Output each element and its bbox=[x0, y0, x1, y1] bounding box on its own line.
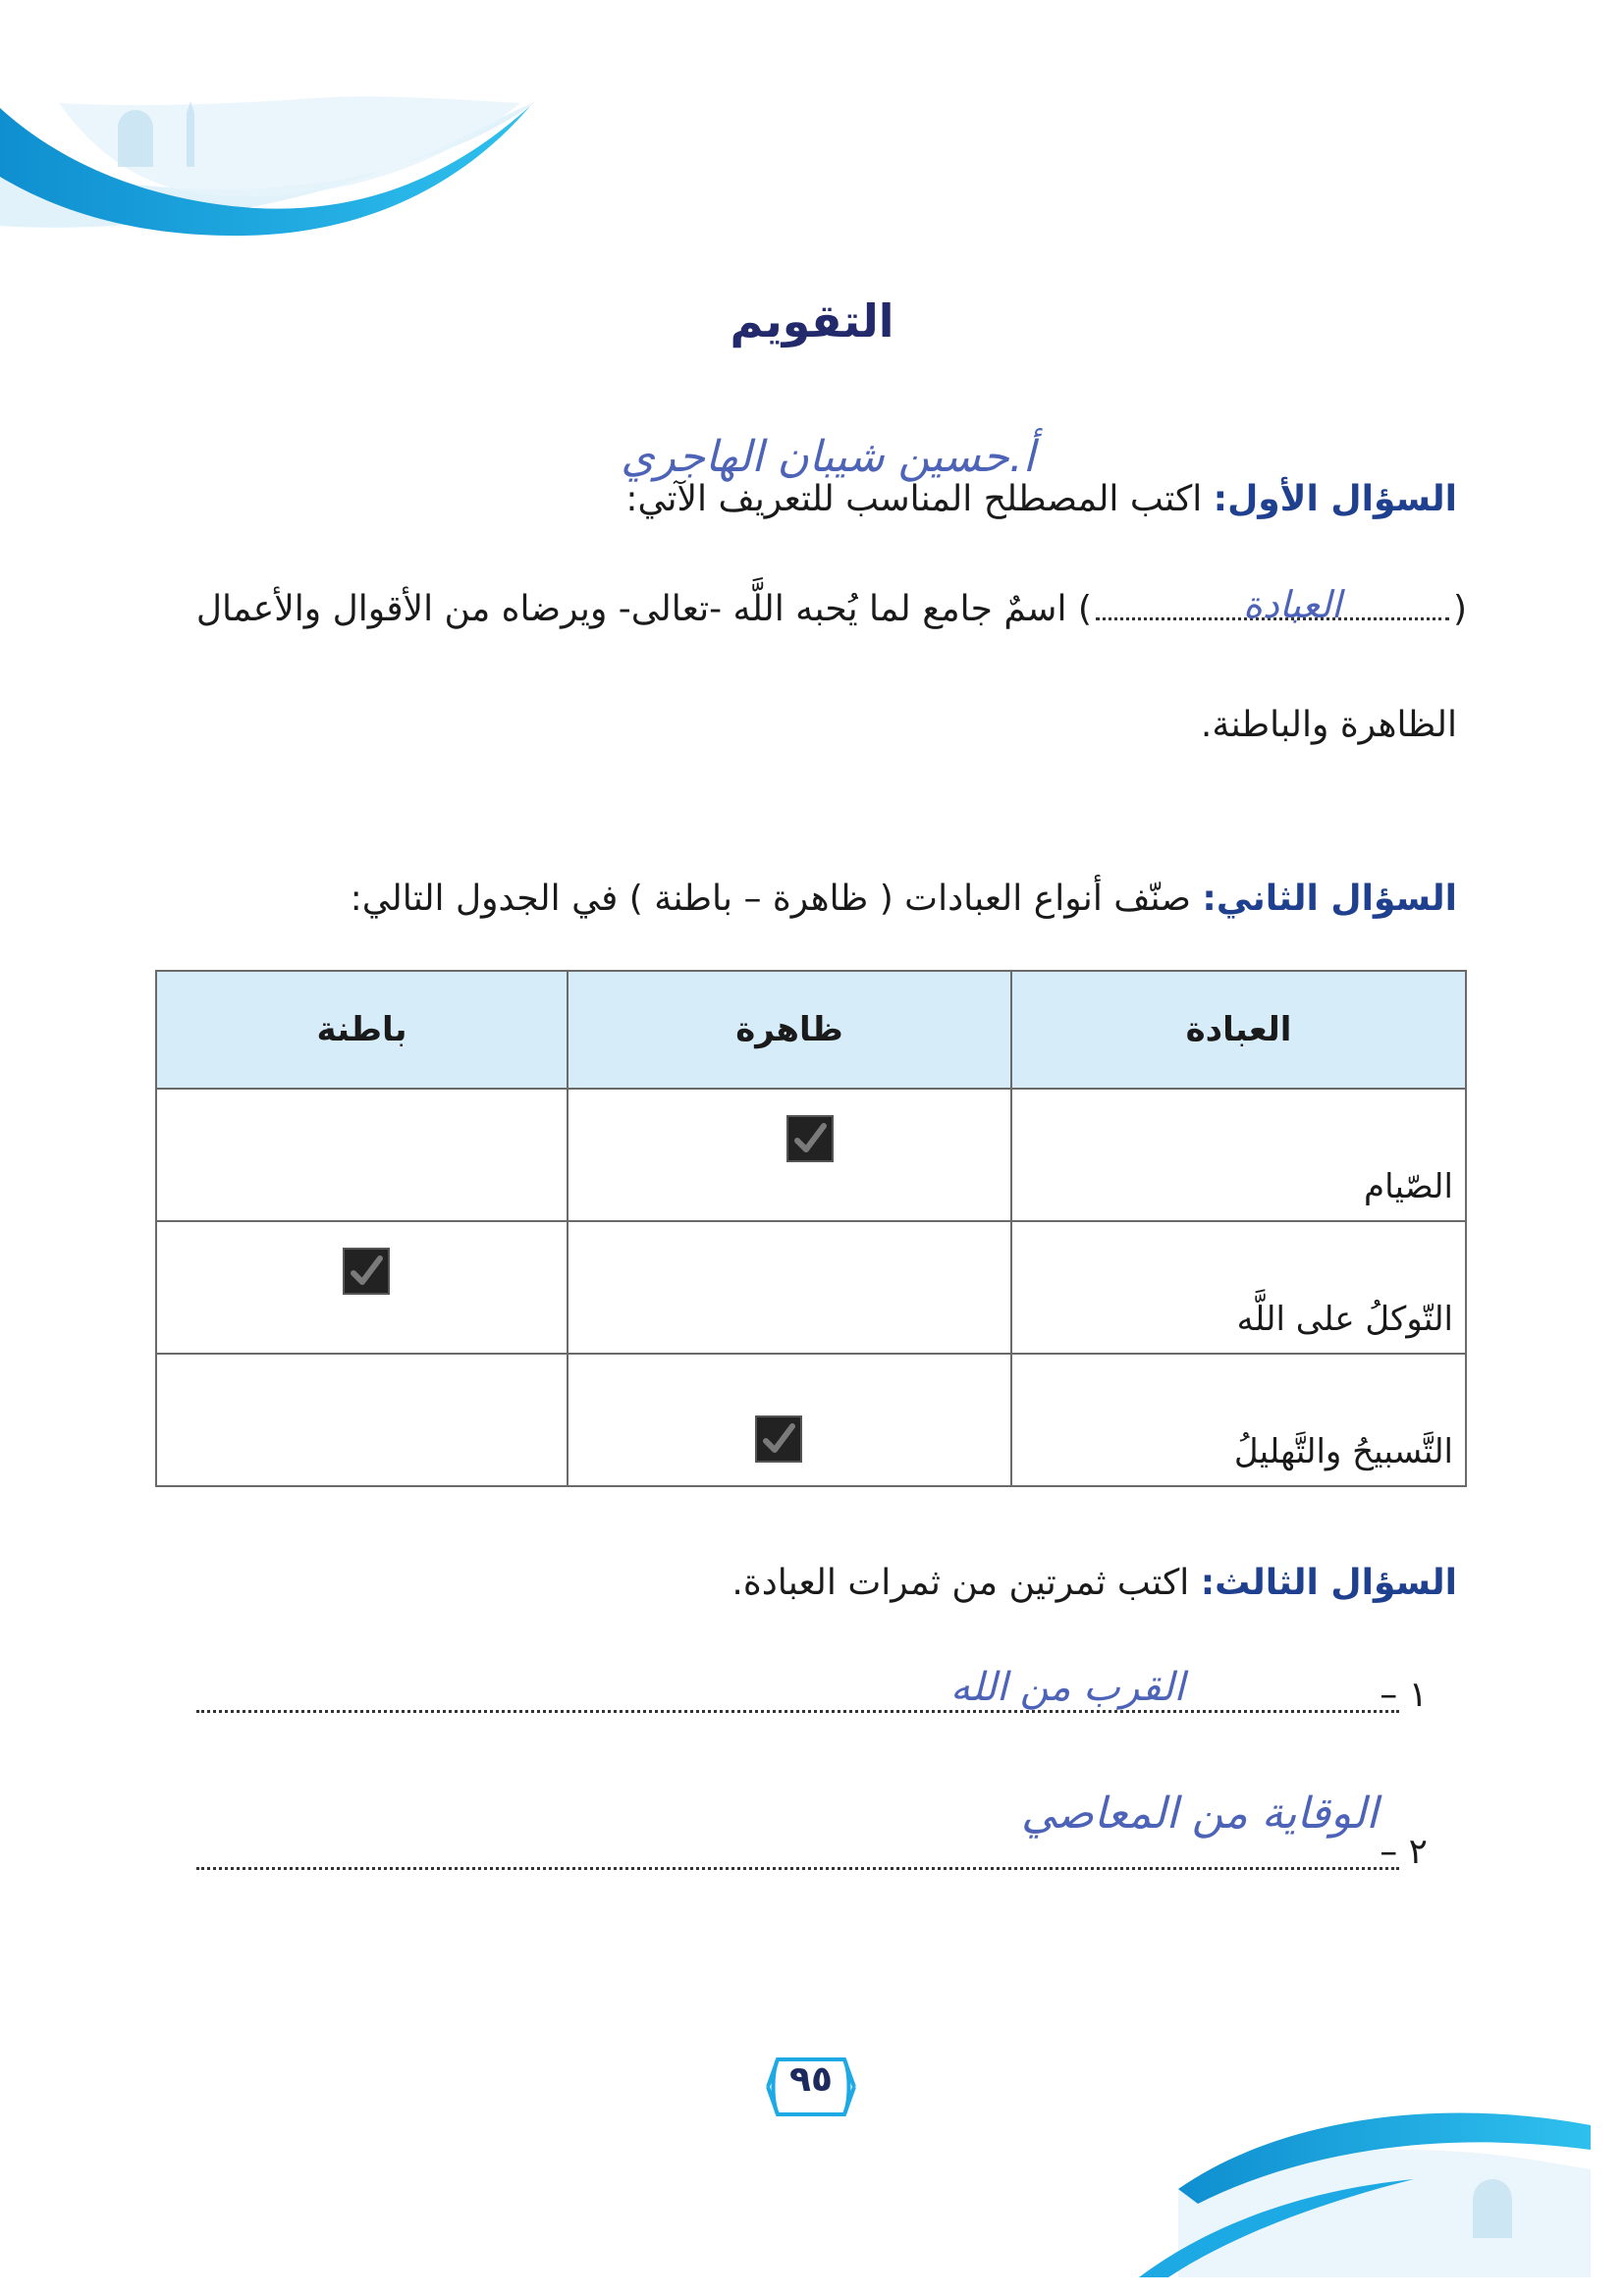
question2-text: صنّف أنواع العبادات ( ظاهرة – باطنة ) في الجدول التالي: bbox=[350, 879, 1191, 919]
teacher-name-handwriting: أ.حسين شيبان الهاجري bbox=[621, 432, 1035, 482]
table-header-row bbox=[156, 971, 1466, 1089]
row-worship-tasbih: التَّسبيحُ والتَّهليلُ bbox=[1011, 1354, 1466, 1486]
question2-line bbox=[351, 879, 1457, 919]
row-fasting-hidden-cell[interactable] bbox=[156, 1089, 568, 1221]
page-title: التقويم bbox=[730, 294, 894, 347]
definition-answer-handwriting: العبادة bbox=[1243, 583, 1342, 626]
checkmark-icon bbox=[755, 1415, 802, 1463]
classification-table bbox=[155, 970, 1467, 1487]
row-reliance-hidden-cell[interactable] bbox=[156, 1221, 568, 1354]
checkmark-icon bbox=[786, 1115, 834, 1162]
question1-label: السؤال الأول: bbox=[1213, 479, 1457, 519]
question1-line bbox=[625, 479, 1457, 519]
question2-label: السؤال الثاني: bbox=[1202, 879, 1457, 919]
header-worship: العبادة bbox=[1011, 971, 1466, 1089]
row-tasbih-visible-cell[interactable] bbox=[568, 1354, 1011, 1486]
table-row bbox=[156, 1221, 1466, 1354]
question1-text: اكتب المصطلح المناسب للتعريف الآتي: bbox=[625, 479, 1203, 519]
row-reliance-visible-cell[interactable] bbox=[568, 1221, 1011, 1354]
row-fasting-visible-cell[interactable] bbox=[568, 1089, 1011, 1221]
fruit2-answer-line[interactable] bbox=[196, 1867, 1399, 1870]
definition-text: ) اسمٌ جامع لما يُحبه اللَّه -تعالى- ويرضاه من الأقوال والأعمال bbox=[195, 589, 1092, 629]
question3-line bbox=[731, 1563, 1457, 1603]
question3-label: السؤال الثالث: bbox=[1200, 1563, 1457, 1603]
fruit2-number: ٢ – bbox=[1380, 1832, 1428, 1872]
checkmark-icon bbox=[343, 1248, 390, 1295]
table-row bbox=[156, 1354, 1466, 1486]
row-tasbih-hidden-cell[interactable] bbox=[156, 1354, 568, 1486]
fruit1-answer-handwriting: القرب من الله bbox=[950, 1665, 1185, 1710]
table-row bbox=[156, 1089, 1466, 1221]
row-worship-reliance: التّوكلُ على اللَّه bbox=[1011, 1221, 1466, 1354]
bottom-wave-decoration bbox=[1080, 2042, 1624, 2296]
fruit1-answer-line[interactable] bbox=[196, 1710, 1399, 1713]
question3-text: اكتب ثمرتين من ثمرات العبادة. bbox=[731, 1563, 1190, 1603]
definition-open-paren: ( bbox=[1452, 589, 1467, 629]
header-visible: ظاهرة bbox=[568, 971, 1011, 1089]
page-number: ٩٥ bbox=[789, 2059, 833, 2100]
fruit2-answer-handwriting: الوقاية من المعاصي bbox=[1021, 1789, 1379, 1839]
row-worship-fasting: الصّيام bbox=[1011, 1089, 1466, 1221]
top-wave-decoration bbox=[0, 0, 550, 255]
fruit1-number: ١ – bbox=[1380, 1675, 1428, 1715]
header-hidden: باطنة bbox=[156, 971, 568, 1089]
definition-line-2: الظاهرة والباطنة. bbox=[1200, 705, 1457, 745]
